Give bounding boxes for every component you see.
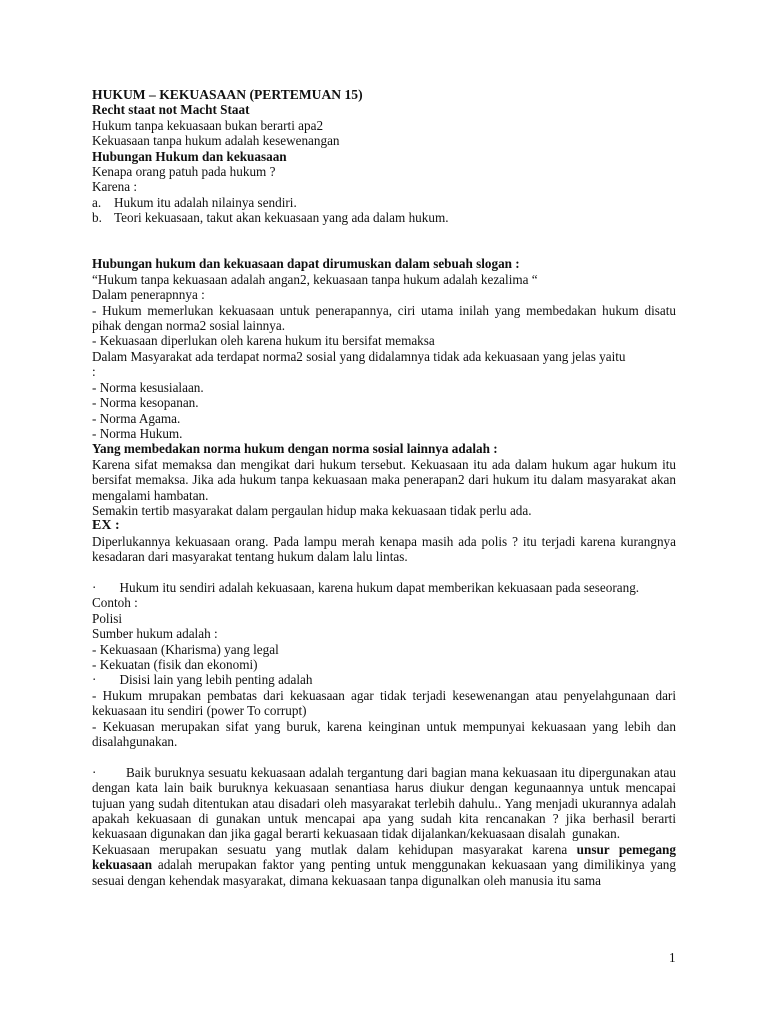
example-paragraph: Diperlukannya kekuasaan orang. Pada lampu merah kenapa masih ada polis ? itu terjadi karena kurangnya kesadaran dari masyarakat tentang hukum dalam lalu lintas. [92,533,676,565]
final-text-bold: unsur pemegang kekuasaan [92,841,676,873]
final-text-b: adalah merupakan faktor yang penting untuk menggunakan kekuasaan yang dimilikinya yang sesuai dengan kehendak masyarakat, dimana kekuasaan tanpa digunalkan oleh manusia itu sama [92,857,676,888]
because-line: Karena : [92,179,138,195]
bullet-paragraph-1: · Hukum itu sendiri adalah kekuasaan, karena hukum dapat memberikan kekuasaan pada seseorang. [92,579,640,595]
example-heading: Contoh : [92,595,138,611]
reason-a-marker: a. [92,194,102,210]
document-title: HUKUM – KEKUASAAN (PERTEMUAN 15) [92,87,363,102]
source-item-1: - Kekuasaan (Kharisma) yang legal [92,641,279,657]
final-paragraph [92,842,676,888]
norm-item: - Norma Hukum. [92,425,183,441]
reason-a-text: Hukum itu adalah nilainya sendiri. [114,194,297,210]
application-item-1: - Hukum memerlukan kekuasaan untuk penerapannya, ciri utama inilah yang membedakan hukum disatu pihak dengan norma2 sosial lainnya. [92,302,676,334]
example-police: Polisi [92,610,123,626]
society-line: Dalam Masyarakat ada terdapat norma2 sosial yang didalamnya tidak ada kekuasaan yang jelas yaitu [92,348,626,364]
final-text-a: Kekuasaan merupakan sesuatu yang mutlak dalam kehidupan masyarakat karena [92,841,577,857]
application-line: Dalam penerapnnya : [92,287,205,303]
limit-item-2: - Kekuasan merupakan sifat yang buruk, karena keinginan untuk mempunyai kekuasaan yang lebih dan disalahgunakan. [92,718,676,750]
intro-line-2: Kekuasaan tanpa hukum adalah kesewenangan [92,133,340,149]
orderly-line: Semakin tertib masyarakat dalam pergaulan hidup maka kekuasaan tidak perlu ada. [92,502,532,518]
reason-b-marker: b. [92,210,102,226]
heading-slogan: Hubungan hukum dan kekuasaan dapat dirumuskan dalam sebuah slogan : [92,256,520,272]
difference-paragraph: Karena sifat memaksa dan mengikat dari hukum tersebut. Kekuasaan itu ada dalam hukum agar hukum itu bersifat memaksa. Jika ada hukum tanpa kekuasaan maka penerapan2 dari hukum itu dalam masyarakat akan mengalami hambatan. [92,456,676,503]
bullet-paragraph-3: · Baik buruknya sesuatu kekuasaan adalah tergantung dari bagian mana kekuasaan itu dipergunakan atau dengan kata lain baik buruknya kekuasaan senantiasa harus diukur dengan kegunaannya untuk mencapai tujuan yang sudah ditentukan atau disadari oleh masyarakat terlebih dahulu.. Yang menjadi ukurannya adalah apakah kekuasaan di gunakan untuk mencapai apa yang sudah kita rencanakan ? jika berhasil berarti kekuasaan digunakan dan jika gagal berarti kekuasaan tidak dijalankan/kekuasaan disalah gunakan. [92,764,680,842]
document-subtitle: Recht staat not Macht Staat [92,102,250,118]
norm-item: - Norma kesusialaan. [92,379,204,395]
reason-b [92,210,676,225]
reason-a [92,195,676,210]
heading-difference: Yang membedakan norma hukum dengan norma sosial lainnya adalah : [92,441,498,457]
source-item-2: - Kekuatan (fisik dan ekonomi) [92,657,258,672]
reason-b-text: Teori kekuasaan, takut akan kekuasaan yang ada dalam hukum. [114,210,449,226]
society-colon: : [92,364,96,380]
bullet-paragraph-2: · Disisi lain yang lebih penting adalah [92,672,313,688]
document-body [92,87,680,888]
norm-item: - Norma Agama. [92,410,181,426]
page-number: 1 [669,950,676,965]
norm-item: - Norma kesopanan. [92,395,199,411]
source-heading: Sumber hukum adalah : [92,626,218,642]
slogan-quote: “Hukum tanpa kekuasaan adalah angan2, kekuasaan tanpa hukum adalah kezalima “ [92,271,538,287]
limit-item-1: - Hukum mrupakan pembatas dari kekuasaan agar tidak terjadi kesewenangan atau penyelahgunaan dari kekuasaan itu sendiri (power To corrupt) [92,687,676,719]
heading-relation: Hubungan Hukum dan kekuasaan [92,148,287,164]
application-item-2: - Kekuasaan diperlukan oleh karena hukum itu bersifat memaksa [92,333,435,349]
question-line: Kenapa orang patuh pada hukum ? [92,164,276,180]
intro-line-1: Hukum tanpa kekuasaan bukan berarti apa2 [92,117,324,133]
example-label: EX : [92,518,120,534]
